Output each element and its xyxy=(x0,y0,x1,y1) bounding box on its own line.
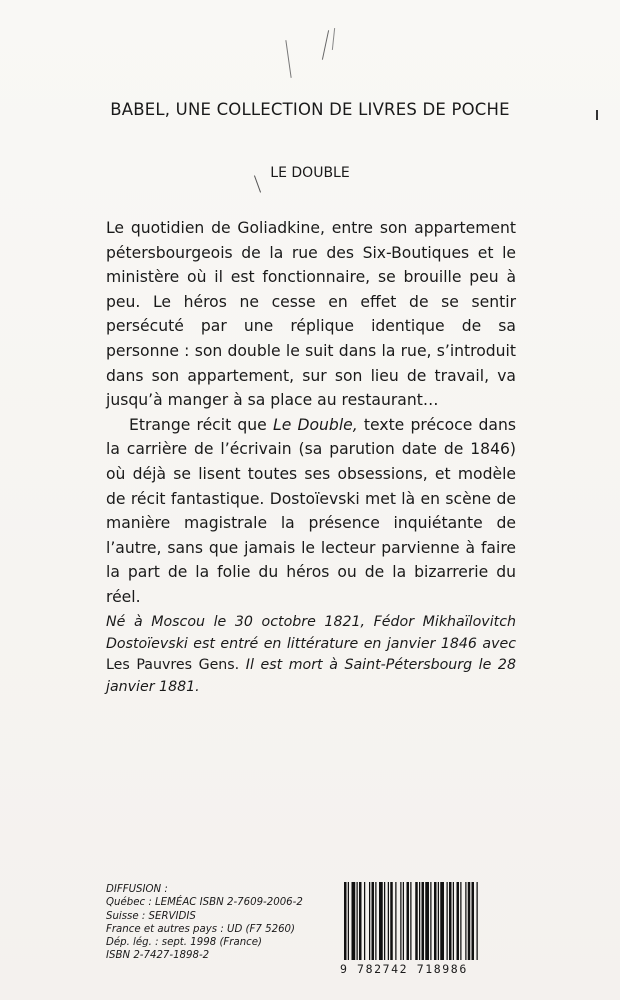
summary-text xyxy=(106,216,516,610)
barcode-bar xyxy=(440,882,444,960)
barcode-bar xyxy=(372,882,375,960)
barcode-bar xyxy=(364,882,365,960)
bio-after: Il est mort à Saint-Pétersbourg le 28 janvier 1881. xyxy=(106,657,516,695)
barcode-bar xyxy=(472,882,475,960)
bio-work: Les Pauvres Gens. xyxy=(106,657,240,673)
barcode-bar xyxy=(388,882,389,960)
barcode-bar xyxy=(468,882,471,960)
barcode-bar xyxy=(449,882,452,960)
barcode-bar xyxy=(348,882,349,960)
series-title: BABEL, UNE COLLECTION DE LIVRES DE POCHE xyxy=(110,100,510,119)
barcode-bar xyxy=(430,882,431,960)
credit-line: France et autres pays : UD (F7 5260) xyxy=(106,923,296,935)
summary-paragraph-2 xyxy=(106,413,516,610)
barcode-bar xyxy=(457,882,460,960)
barcode-bar xyxy=(384,882,385,960)
barcode-bar xyxy=(369,882,370,960)
barcode-bars xyxy=(340,882,516,962)
summary-paragraph-1: Le quotidien de Goliadkine, entre son appartement pétersbourgeois de la rue des Six-Boutiques et le ministère où il est fonctionnaire, se brouille peu à peu. Le héros ne cesse en effet de se sentir persécuté par une réplique identique de sa personne : son double le suit dans la rue, s’introduit dans son appartement, sur son lieu de travail, va jusqu’à manger à sa place au restaurant… xyxy=(106,219,516,410)
barcode-bar xyxy=(453,882,454,960)
barcode-bar xyxy=(357,882,358,960)
barcode-bar xyxy=(403,882,404,960)
summary-p2-after: texte précoce dans la carrière de l’écrivain (sa parution date de 1846) où déjà se lisent toutes ses obsessions, et modèle de récit fantastique. Dostoïevski met là en scène de manière magistrale la présence inquiétante de l’autre, sans que jamais le lecteur parvienne à faire la part de la folie du héros ou de la bizarrerie du réel. xyxy=(106,415,516,606)
barcode-bar xyxy=(379,882,383,960)
barcode-bar xyxy=(407,882,410,960)
book-title: LE DOUBLE xyxy=(270,165,350,181)
barcode-bar xyxy=(410,882,411,960)
barcode-bar xyxy=(460,882,461,960)
summary-p2-before: Etrange récit que xyxy=(129,415,273,434)
bio-before: Né à Moscou le 30 octobre 1821, Fédor Mikhaïlovitch Dostoïevski est entré en littérature en janvier 1846 avec xyxy=(106,614,516,652)
barcode-bar xyxy=(425,882,429,960)
barcode-bar xyxy=(422,882,425,960)
barcode-bar xyxy=(434,882,437,960)
barcode-bar xyxy=(477,882,478,960)
isbn-barcode xyxy=(340,882,516,982)
barcode-bar xyxy=(352,882,356,960)
barcode-bar xyxy=(390,882,393,960)
credit-line: DIFFUSION : xyxy=(106,884,168,895)
barcode-bar xyxy=(344,882,347,960)
ink-mark xyxy=(285,40,291,78)
credit-line: Suisse : SERVIDIS xyxy=(106,910,196,922)
barcode-bar xyxy=(359,882,362,960)
barcode-digits: 9 782742 718986 xyxy=(340,962,468,976)
ink-mark xyxy=(322,30,329,60)
barcode-bar xyxy=(419,882,420,960)
barcode-bar xyxy=(415,882,418,960)
credit-line: Dép. lég. : sept. 1998 (France) xyxy=(106,937,263,949)
distribution-credits xyxy=(106,883,346,963)
barcode-bar xyxy=(395,882,396,960)
barcode-bar xyxy=(400,882,401,960)
barcode-bar xyxy=(465,882,466,960)
barcode-bar xyxy=(375,882,376,960)
summary-p2-title: Le Double, xyxy=(273,415,358,434)
ink-mark xyxy=(332,28,335,50)
barcode-bar xyxy=(438,882,439,960)
credit-line: Québec : LEMÉAC ISBN 2-7609-2006-2 xyxy=(106,897,303,909)
author-bio xyxy=(106,612,516,698)
credit-line: ISBN 2-7427-1898-2 xyxy=(106,950,210,962)
barcode-bar xyxy=(447,882,448,960)
